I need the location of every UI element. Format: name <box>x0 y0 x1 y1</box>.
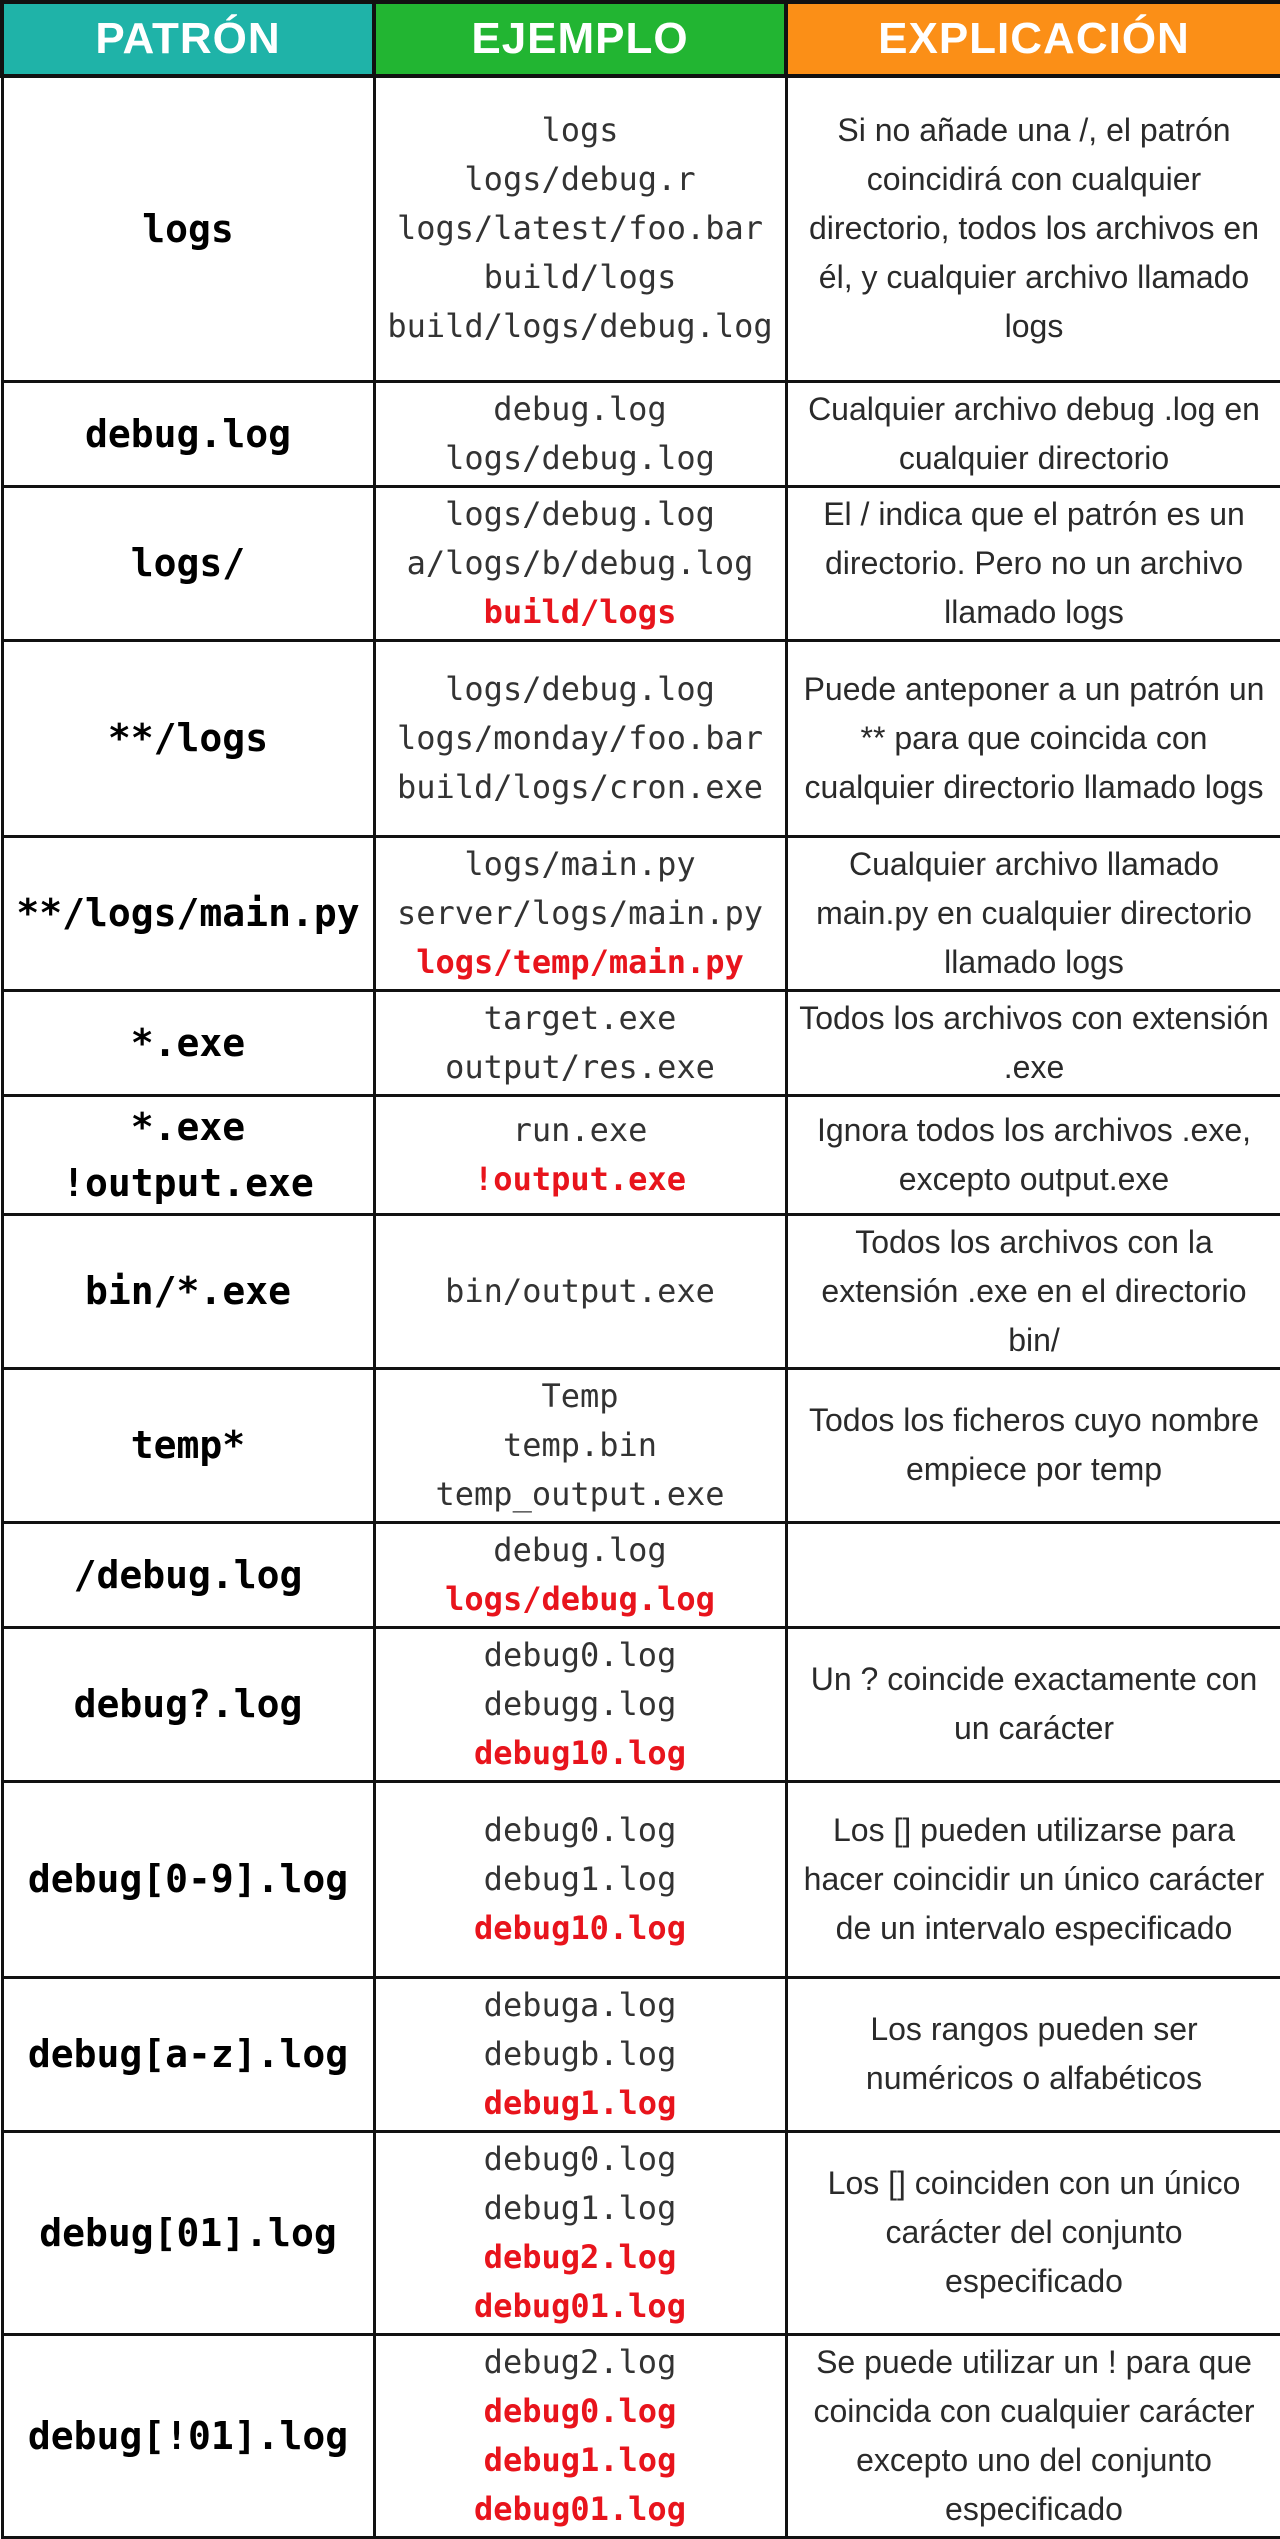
matching-example: logs/latest/foo.bar <box>396 209 764 248</box>
matching-example: bin/output.exe <box>445 1271 715 1310</box>
matching-example: debug0.log <box>483 2139 677 2178</box>
table-row <box>2 1214 1280 1368</box>
example-cell <box>374 1214 786 1368</box>
matching-example: output/res.exe <box>445 1047 715 1086</box>
table-row <box>2 76 1280 381</box>
matching-example: logs/monday/foo.bar <box>396 718 764 757</box>
non-matching-example: debug2.log <box>483 2237 677 2276</box>
pattern-cell <box>2 76 374 381</box>
matching-example: build/logs <box>483 258 677 297</box>
pattern-cell <box>2 1368 374 1522</box>
pattern-cell <box>2 1781 374 1977</box>
table-body <box>2 76 1280 2537</box>
table-row <box>2 486 1280 640</box>
pattern-text: **/logs <box>107 716 269 760</box>
table-row <box>2 2334 1280 2537</box>
pattern-cell <box>2 640 374 836</box>
pattern-cell <box>2 486 374 640</box>
matching-example: debug0.log <box>483 1810 677 1849</box>
explanation-cell: Se puede utilizar un ! para que coincida con cualquier carácter excepto uno del conjunto especificado <box>786 2334 1280 2537</box>
pattern-cell <box>2 381 374 486</box>
matching-example: debug.log <box>493 389 667 428</box>
pattern-text: /debug.log <box>73 1552 303 1597</box>
non-matching-example: logs/temp/main.py <box>416 942 744 981</box>
table-row <box>2 1977 1280 2131</box>
explanation-cell <box>786 1522 1280 1627</box>
explanation-cell: Ignora todos los archivos .exe, excepto output.exe <box>786 1095 1280 1214</box>
matching-example: Temp <box>541 1376 619 1415</box>
table-row <box>2 990 1280 1095</box>
matching-example: debug2.log <box>483 2342 677 2381</box>
matching-example: debugb.log <box>483 2034 677 2073</box>
explanation-cell: Los [] coinciden con un único carácter del conjunto especificado <box>786 2131 1280 2334</box>
pattern-cell <box>2 836 374 990</box>
matching-example: run.exe <box>512 1110 648 1149</box>
non-matching-example: debug01.log <box>474 2286 686 2325</box>
pattern-cell <box>2 1522 374 1627</box>
pattern-text: *.exe <box>130 1020 246 1065</box>
pattern-text: logs <box>142 206 234 251</box>
example-cell <box>374 381 786 486</box>
example-cell <box>374 1522 786 1627</box>
example-cell <box>374 76 786 381</box>
pattern-text: debug[01].log <box>39 2210 337 2255</box>
non-matching-example: debug1.log <box>483 2083 677 2122</box>
explanation-cell: Todos los ficheros cuyo nombre empiece por temp <box>786 1368 1280 1522</box>
pattern-cell <box>2 2334 374 2537</box>
example-cell <box>374 1781 786 1977</box>
pattern-cell <box>2 1627 374 1781</box>
non-matching-example: debug01.log <box>474 2489 686 2528</box>
matching-example: target.exe <box>483 998 677 1037</box>
pattern-cell <box>2 1095 374 1214</box>
matching-example: debug.log <box>493 1530 667 1569</box>
header-explanation: EXPLICACIÓN <box>786 2 1280 76</box>
matching-example: debug1.log <box>483 2188 677 2227</box>
matching-example: debug1.log <box>483 1859 677 1898</box>
explanation-cell: Cualquier archivo llamado main.py en cualquier directorio llamado logs <box>786 836 1280 990</box>
pattern-text: debug[0-9].log <box>27 1857 349 1901</box>
matching-example: logs/debug.log <box>445 438 715 477</box>
pattern-text: **/logs/main.py <box>16 891 360 935</box>
example-cell <box>374 990 786 1095</box>
table-row <box>2 1627 1280 1781</box>
explanation-cell: El / indica que el patrón es un directorio. Pero no un archivo llamado logs <box>786 486 1280 640</box>
table-row <box>2 640 1280 836</box>
explanation-cell: Todos los archivos con la extensión .exe en el directorio bin/ <box>786 1214 1280 1368</box>
pattern-text: bin/*.exe <box>85 1269 291 1313</box>
pattern-text: debug[!01].log <box>27 2413 349 2458</box>
example-cell <box>374 640 786 836</box>
table-row <box>2 836 1280 990</box>
matching-example: logs/debug.log <box>445 669 715 708</box>
pattern-text: *.exe <box>130 1104 246 1149</box>
table-row <box>2 1095 1280 1214</box>
explanation-cell: Puede anteponer a un patrón un ** para que coincida con cualquier directorio llamado logs <box>786 640 1280 836</box>
non-matching-example: build/logs <box>483 592 677 631</box>
table-row <box>2 1522 1280 1627</box>
pattern-text: !output.exe <box>62 1160 314 1205</box>
matching-example: temp.bin <box>502 1425 658 1464</box>
pattern-cell <box>2 1977 374 2131</box>
example-cell <box>374 1977 786 2131</box>
header-pattern: PATRÓN <box>2 2 374 76</box>
pattern-cell <box>2 990 374 1095</box>
pattern-text: debug.log <box>85 411 291 456</box>
pattern-text: temp* <box>130 1423 246 1467</box>
table-row <box>2 1368 1280 1522</box>
header-row <box>2 2 1280 76</box>
example-cell <box>374 1368 786 1522</box>
table-row <box>2 2131 1280 2334</box>
example-cell <box>374 2334 786 2537</box>
matching-example: logs/debug.log <box>445 494 715 533</box>
explanation-cell: Un ? coincide exactamente con un carácter <box>786 1627 1280 1781</box>
matching-example: logs/main.py <box>464 844 696 883</box>
example-cell <box>374 1627 786 1781</box>
pattern-text: logs/ <box>130 541 246 585</box>
explanation-cell: Los rangos pueden ser numéricos o alfabéticos <box>786 1977 1280 2131</box>
table-row <box>2 381 1280 486</box>
matching-example: temp_output.exe <box>435 1474 725 1513</box>
example-cell <box>374 2131 786 2334</box>
example-cell <box>374 486 786 640</box>
explanation-cell: Si no añade una /, el patrón coincidirá con cualquier directorio, todos los archivos en él, y cualquier archivo llamado logs <box>786 76 1280 381</box>
matching-example: build/logs/debug.log <box>387 307 773 346</box>
example-cell <box>374 1095 786 1214</box>
pattern-text: debug?.log <box>73 1682 303 1726</box>
matching-example: debug0.log <box>483 1635 677 1674</box>
explanation-cell: Cualquier archivo debug .log en cualquier directorio <box>786 381 1280 486</box>
matching-example: a/logs/b/debug.log <box>406 543 754 582</box>
table-row <box>2 1781 1280 1977</box>
explanation-cell: Todos los archivos con extensión .exe <box>786 990 1280 1095</box>
matching-example: logs <box>541 111 619 150</box>
matching-example: debuga.log <box>483 1985 677 2024</box>
non-matching-example: !output.exe <box>474 1159 686 1198</box>
non-matching-example: debug0.log <box>483 2391 677 2430</box>
matching-example: debugg.log <box>483 1684 677 1723</box>
non-matching-example: debug10.log <box>474 1908 686 1947</box>
header-example: EJEMPLO <box>374 2 786 76</box>
pattern-cell <box>2 1214 374 1368</box>
pattern-cell <box>2 2131 374 2334</box>
non-matching-example: logs/debug.log <box>445 1579 715 1618</box>
matching-example: build/logs/cron.exe <box>396 767 764 806</box>
non-matching-example: debug1.log <box>483 2440 677 2479</box>
example-cell <box>374 836 786 990</box>
table-header <box>2 2 1280 76</box>
non-matching-example: debug10.log <box>474 1733 686 1772</box>
pattern-text: debug[a-z].log <box>27 2032 349 2076</box>
matching-example: logs/debug.r <box>464 160 696 199</box>
matching-example: server/logs/main.py <box>396 893 764 932</box>
explanation-cell: Los [] pueden utilizarse para hacer coincidir un único carácter de un intervalo especificado <box>786 1781 1280 1977</box>
